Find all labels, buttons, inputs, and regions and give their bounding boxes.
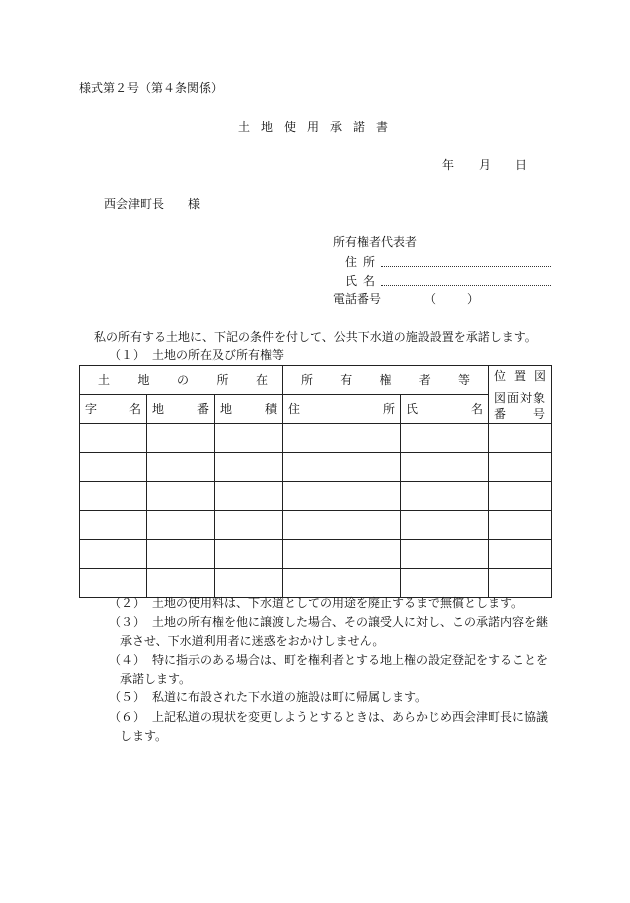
table-cell[interactable] — [489, 511, 552, 540]
table-cell[interactable] — [283, 424, 401, 453]
table-cell[interactable] — [80, 453, 147, 482]
col-aza-char: 字 — [85, 402, 98, 416]
table-cell[interactable] — [489, 569, 552, 598]
table-cell[interactable] — [401, 569, 489, 598]
table-cell[interactable] — [147, 453, 215, 482]
header-position-sub2-char: 番 — [494, 407, 507, 421]
addressee-name: 西会津町長 — [104, 197, 165, 211]
phone-open-paren: （ — [424, 292, 437, 306]
header-owner — [283, 366, 489, 395]
col-chiseki-char: 積 — [264, 402, 277, 416]
condition-number: （２） — [109, 596, 146, 610]
table-cell[interactable] — [283, 540, 401, 569]
col-chiban — [147, 395, 215, 424]
table-cell[interactable] — [489, 540, 552, 569]
form-number: 様式第２号（第４条関係） — [79, 81, 224, 95]
table-cell[interactable] — [80, 511, 147, 540]
table-cell[interactable] — [147, 511, 215, 540]
condition-text: 承させ、下水道利用者に迷惑をおかけしません。 — [120, 634, 385, 648]
col-aza-char: 名 — [128, 402, 141, 416]
owner-address-label: 住所 — [345, 255, 382, 269]
header-position-sub1: 図面対象 — [494, 391, 547, 405]
header-land-location-char: 所 — [216, 373, 229, 387]
table-cell[interactable] — [215, 540, 283, 569]
section1-number: （１） — [109, 348, 146, 362]
owner-name-label: 氏名 — [345, 274, 382, 288]
condition-text: 土地の使用料は、下水道としての用途を廃止するまで無償とします。 — [152, 596, 524, 610]
table-cell[interactable] — [489, 482, 552, 511]
header-owner-char: 有 — [340, 373, 353, 387]
owner-address-field[interactable] — [381, 266, 551, 267]
condition-text: 特に指示のある場合は、町を権利者とする地上権の設定登記をすることを — [152, 653, 549, 667]
document-title: 土地使用承諾書 — [238, 120, 400, 134]
phone-close-paren: ） — [467, 292, 480, 306]
table-row — [80, 569, 552, 598]
table-cell[interactable] — [489, 453, 552, 482]
table-cell[interactable] — [80, 482, 147, 511]
table-cell[interactable] — [147, 482, 215, 511]
header-land-location — [80, 366, 283, 395]
table-header-row — [80, 366, 552, 395]
table-cell[interactable] — [215, 569, 283, 598]
table-cell[interactable] — [215, 453, 283, 482]
table-cell[interactable] — [215, 511, 283, 540]
condition-number: （５） — [109, 690, 146, 704]
header-owner-char: 者 — [418, 373, 431, 387]
table-cell[interactable] — [489, 424, 552, 453]
header-position-char: 位 — [494, 369, 507, 383]
col-name-char: 名 — [470, 402, 483, 416]
header-position-char: 図 — [533, 369, 546, 383]
table-cell[interactable] — [401, 482, 489, 511]
col-chiban-char: 番 — [196, 402, 209, 416]
table-cell[interactable] — [283, 569, 401, 598]
header-land-location-char: 在 — [255, 373, 268, 387]
table-subheader-row — [80, 395, 552, 424]
header-owner-char: 所 — [301, 373, 314, 387]
owner-representative-label: 所有権者代表者 — [333, 235, 418, 249]
header-owner-char: 等 — [457, 373, 470, 387]
condition-text: します。 — [120, 729, 168, 743]
table-cell[interactable] — [147, 424, 215, 453]
header-position-char: 置 — [513, 369, 526, 383]
table-cell[interactable] — [215, 482, 283, 511]
table-cell[interactable] — [401, 453, 489, 482]
col-chiseki — [215, 395, 283, 424]
col-aza — [80, 395, 147, 424]
owner-phone-label: 電話番号 — [333, 292, 382, 306]
intro-text: 私の所有する土地に、下記の条件を付して、公共下水道の施設設置を承諾します。 — [94, 330, 537, 344]
condition-text: 上記私道の現状を変更しようとするときは、あらかじめ西会津町長に協議 — [152, 710, 549, 724]
table-cell[interactable] — [283, 482, 401, 511]
header-owner-char: 権 — [379, 373, 392, 387]
header-land-location-char: 地 — [137, 373, 150, 387]
condition-number: （３） — [109, 615, 146, 629]
addressee-honorific: 様 — [188, 197, 201, 211]
header-position-sub2-char: 号 — [532, 407, 545, 421]
header-position-map — [489, 366, 552, 424]
table-cell[interactable] — [401, 424, 489, 453]
condition-text: 土地の所有権を他に譲渡した場合、その譲受人に対し、この承諾内容を継 — [152, 615, 549, 629]
table-cell[interactable] — [283, 453, 401, 482]
table-cell[interactable] — [147, 540, 215, 569]
col-name — [401, 395, 489, 424]
condition-number: （６） — [109, 710, 146, 724]
table-cell[interactable] — [401, 540, 489, 569]
table-row — [80, 453, 552, 482]
date-month-label: 月 — [479, 158, 492, 172]
col-address — [283, 395, 401, 424]
table-row — [80, 424, 552, 453]
col-name-char: 氏 — [406, 402, 419, 416]
col-chiban-char: 地 — [152, 402, 165, 416]
header-land-location-char: の — [176, 373, 189, 387]
col-chiseki-char: 地 — [220, 402, 233, 416]
condition-text: 承諾します。 — [120, 672, 192, 686]
col-address-char: 所 — [382, 402, 395, 416]
table-cell[interactable] — [147, 569, 215, 598]
col-address-char: 住 — [288, 402, 301, 416]
condition-number: （４） — [109, 653, 146, 667]
condition-text: 私道に布設された下水道の施設は町に帰属します。 — [152, 690, 428, 704]
land-table — [79, 365, 552, 598]
table-cell[interactable] — [80, 424, 147, 453]
table-row — [80, 482, 552, 511]
date-year-label: 年 — [442, 158, 455, 172]
table-cell[interactable] — [80, 569, 147, 598]
date-day-label: 日 — [515, 158, 528, 172]
table-row — [80, 511, 552, 540]
section1-title: 土地の所在及び所有権等 — [152, 348, 285, 362]
owner-name-field[interactable] — [381, 285, 551, 286]
table-cell[interactable] — [80, 540, 147, 569]
table-cell[interactable] — [215, 424, 283, 453]
table-cell[interactable] — [401, 511, 489, 540]
table-cell[interactable] — [283, 511, 401, 540]
table-row — [80, 540, 552, 569]
header-land-location-char: 土 — [98, 373, 111, 387]
